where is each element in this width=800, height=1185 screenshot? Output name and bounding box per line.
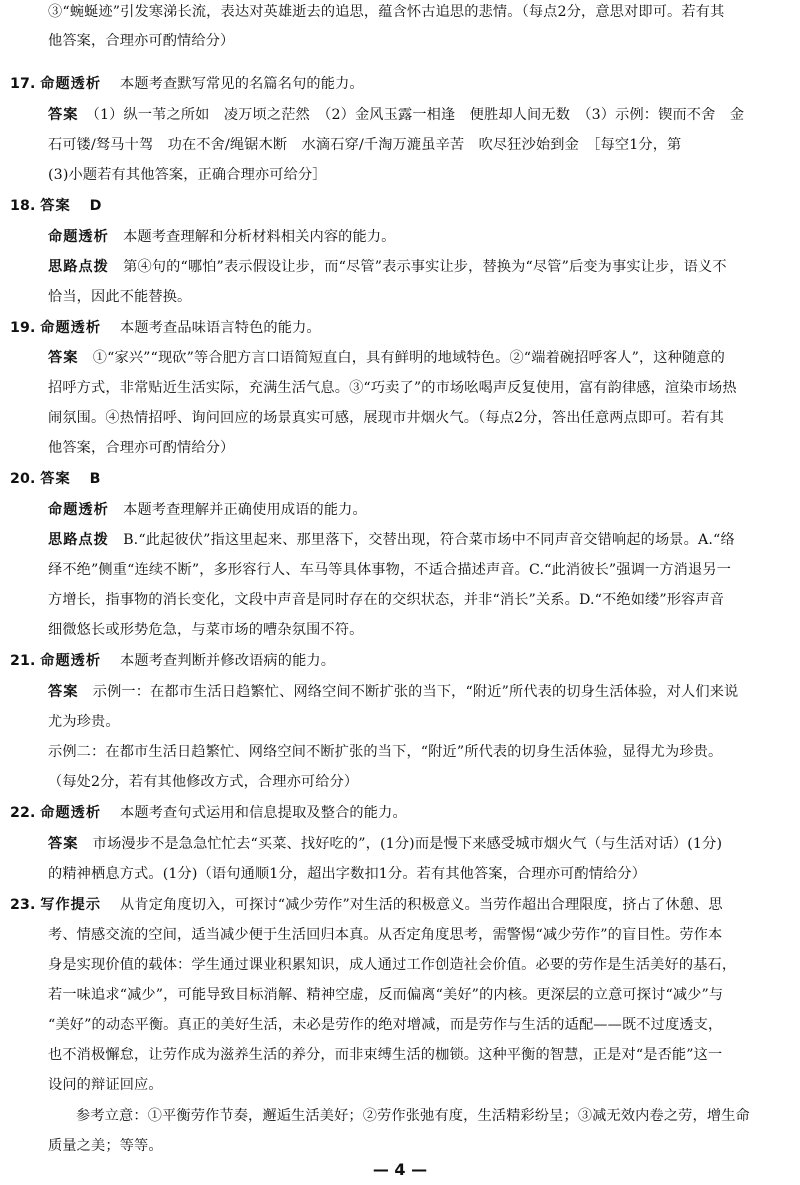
q19-analysis-text: 本题考查品味语言特色的能力。 — [120, 320, 321, 336]
q20-key-answer: 答案 — [40, 471, 71, 487]
q18-answer-choice: D — [89, 198, 102, 214]
q17-answer-line-3: (3)小题若有其他答案，正确合理亦可给分］ — [48, 167, 327, 183]
q22-answer-line-1 — [48, 834, 774, 854]
q17-number: 17. — [10, 76, 36, 92]
q22-number: 22. — [10, 805, 36, 821]
q21-key-analysis: 命题透析 — [40, 653, 102, 669]
q18-key-answer: 答案 — [40, 198, 71, 214]
q22-heading — [10, 803, 774, 823]
q21-answer-text-1: 示例一：在都市生活日趋繁忙、网络空间不断扩张的当下，“附近”所代表的切身生活体验，对人们来说 — [92, 684, 739, 700]
q23-tip-line-5: “美好”的动态平衡。真正的美好生活，未必是劳作的绝对增减，而是劳作与生活的适配——既不过度透支， — [48, 1017, 723, 1033]
q18-key-hint: 思路点拨 — [48, 259, 109, 275]
q17-answer-line-1 — [48, 105, 774, 125]
q17-answer-line-2: 石可镂/驽马十驾 功在不舍/绳锯木断 水滴石穿/千淘万漉虽辛苦 吹尽狂沙始到金 ［每空1分，第 — [48, 137, 682, 153]
q20-hint-line-1 — [48, 530, 774, 550]
top-line-1: ③“蜿蜒迹”引发寒涕长流，表达对英雄逝去的追思，蕴含怀古追思的悲情。（每点2分，意思对即可。若有其 — [48, 4, 725, 20]
q18-key-analysis: 命题透析 — [48, 229, 109, 245]
top-line-2: 他答案，合理亦可酌情给分） — [48, 33, 235, 49]
q20-number: 20. — [10, 471, 36, 487]
q23-heading — [10, 895, 774, 915]
q17-analysis-text: 本题考查默写常见的名篇名句的能力。 — [120, 76, 364, 92]
q21-number: 21. — [10, 653, 36, 669]
q17-key-answer: 答案 — [48, 107, 79, 123]
q19-answer-line-4: 他答案，合理亦可酌情给分） — [48, 440, 235, 456]
q23-reference-line-2: 质量之美；等等。 — [48, 1138, 163, 1154]
q22-key-analysis: 命题透析 — [40, 805, 102, 821]
q19-key-analysis: 命题透析 — [40, 320, 102, 336]
q21-analysis-text: 本题考查判断并修改语病的能力。 — [120, 653, 336, 669]
q21-answer-line-4: （每处2分，若有其他修改方式，合理亦可给分） — [48, 774, 359, 790]
q23-tip-line-6: 也不消极懈怠，让劳作成为滋养生活的养分，而非束缚生活的枷锁。这种平衡的智慧，正是对“是否能”这一 — [48, 1047, 723, 1063]
page-number: — 4 — — [372, 1160, 428, 1179]
q19-answer-line-3: 闹氛围。④热情招呼、询问回应的场景真实可感，展现市井烟火气。（每点2分，答出任意两点即可。若有其 — [48, 410, 724, 426]
q21-key-answer: 答案 — [48, 684, 79, 700]
q20-hint-text-1: B.“此起彼伏”指这里起来、那里落下，交替出现，符合菜市场中不同声音交错响起的场景。A.“络 — [123, 532, 735, 548]
q20-analysis — [48, 500, 774, 520]
q19-heading — [10, 318, 774, 338]
q20-analysis-text: 本题考查理解并正确使用成语的能力。 — [123, 502, 367, 518]
q17-heading — [10, 74, 774, 94]
q20-hint-line-2: 绎不绝”侧重“连续不断”，多形容行人、车马等具体事物，不适合描述声音。C.“此消彼长”强调一方消退另一 — [48, 562, 732, 578]
q18-heading — [10, 196, 774, 216]
q23-tip-line-7: 设问的辩证回应。 — [48, 1077, 163, 1093]
q22-key-answer: 答案 — [48, 836, 79, 852]
q18-number: 18. — [10, 198, 36, 214]
q23-number: 23. — [10, 897, 36, 913]
q19-key-answer: 答案 — [48, 350, 79, 366]
q19-number: 19. — [10, 320, 36, 336]
q20-key-analysis: 命题透析 — [48, 502, 109, 518]
q19-answer-line-1 — [48, 348, 774, 368]
q22-answer-text-1: 市场漫步不是急急忙忙去“买菜、找好吃的”，(1分)而是慢下来感受城市烟火气（与生活对话）(1分) — [92, 836, 723, 852]
q17-key-analysis: 命题透析 — [40, 76, 102, 92]
q23-tip-text-1: 从肯定角度切入，可探讨“减少劳作”对生活的积极意义。当劳作超出合理限度，挤占了休憩、思 — [120, 897, 723, 913]
q17-answer-text-1: （1）纵一苇之所如 凌万顷之茫然 （2）金风玉露一相逢 便胜却人间无数 （3）示例：锲而不舍 金 — [92, 107, 745, 123]
q23-tip-line-4: 若一味追求“减少”，可能导致目标消解、精神空虚，反而偏离“美好”的内核。更深层的立意可探讨“减少”与 — [48, 987, 724, 1003]
q21-answer-line-3: 示例二：在都市生活日趋繁忙、网络空间不断扩张的当下，“附近”所代表的切身生活体验，显得尤为珍贵。 — [48, 744, 723, 760]
q18-hint-text-1: 第④句的“哪怕”表示假设让步，而“尽管”表示事实让步，替换为“尽管”后变为事实让步，语义不 — [123, 259, 727, 275]
q19-answer-text-1: ①“家兴”“现砍”等合肥方言口语简短直白，具有鲜明的地域特色。②“端着碗招呼客人”，这种随意的 — [92, 350, 725, 366]
q23-key-writing-tip: 写作提示 — [40, 897, 102, 913]
q21-answer-line-2: 尤为珍贵。 — [48, 714, 120, 730]
q23-reference-line-1: 参考立意：①平衡劳作节奏，邂逅生活美好；②劳作张弛有度，生活精彩纷呈；③减无效内卷之劳，增生命 — [76, 1108, 750, 1124]
q21-answer-line-1 — [48, 682, 774, 702]
q20-key-hint: 思路点拨 — [48, 532, 109, 548]
q20-heading — [10, 469, 774, 489]
q20-hint-line-4: 细微悠长或形势危急，与菜市场的嘈杂氛围不符。 — [48, 622, 364, 638]
q23-tip-line-3: 身是实现价值的载体：学生通过课业积累知识，成人通过工作创造社会价值。必要的劳作是生活美好的基石， — [48, 957, 737, 973]
q20-hint-line-3: 方增长，指事物的消长变化，文段中声音是同时存在的交织状态，并非“消长”关系。D.“不绝如缕”形容声音 — [48, 592, 725, 608]
q20-answer-choice: B — [89, 471, 101, 487]
q23-tip-line-2: 考、情感交流的空间，适当减少便于生活回归本真。从否定角度思考，需警惕“减少劳作”的盲目性。劳作本 — [48, 927, 723, 943]
q21-heading — [10, 651, 774, 671]
q18-hint-line-1 — [48, 257, 774, 277]
q18-analysis — [48, 227, 774, 247]
q19-answer-line-2: 招呼方式，非常贴近生活实际，充满生活气息。③“巧卖了”的市场吆喝声反复使用，富有韵律感，渲染市场热 — [48, 380, 737, 396]
q18-hint-line-2: 恰当，因此不能替换。 — [48, 289, 192, 305]
q18-analysis-text: 本题考查理解和分析材料相关内容的能力。 — [123, 229, 396, 245]
q22-analysis-text: 本题考查句式运用和信息提取及整合的能力。 — [120, 805, 407, 821]
q22-answer-line-2: 的精神栖息方式。(1分)（语句通顺1分，超出字数扣1分。若有其他答案，合理亦可酌情给分） — [48, 866, 647, 882]
